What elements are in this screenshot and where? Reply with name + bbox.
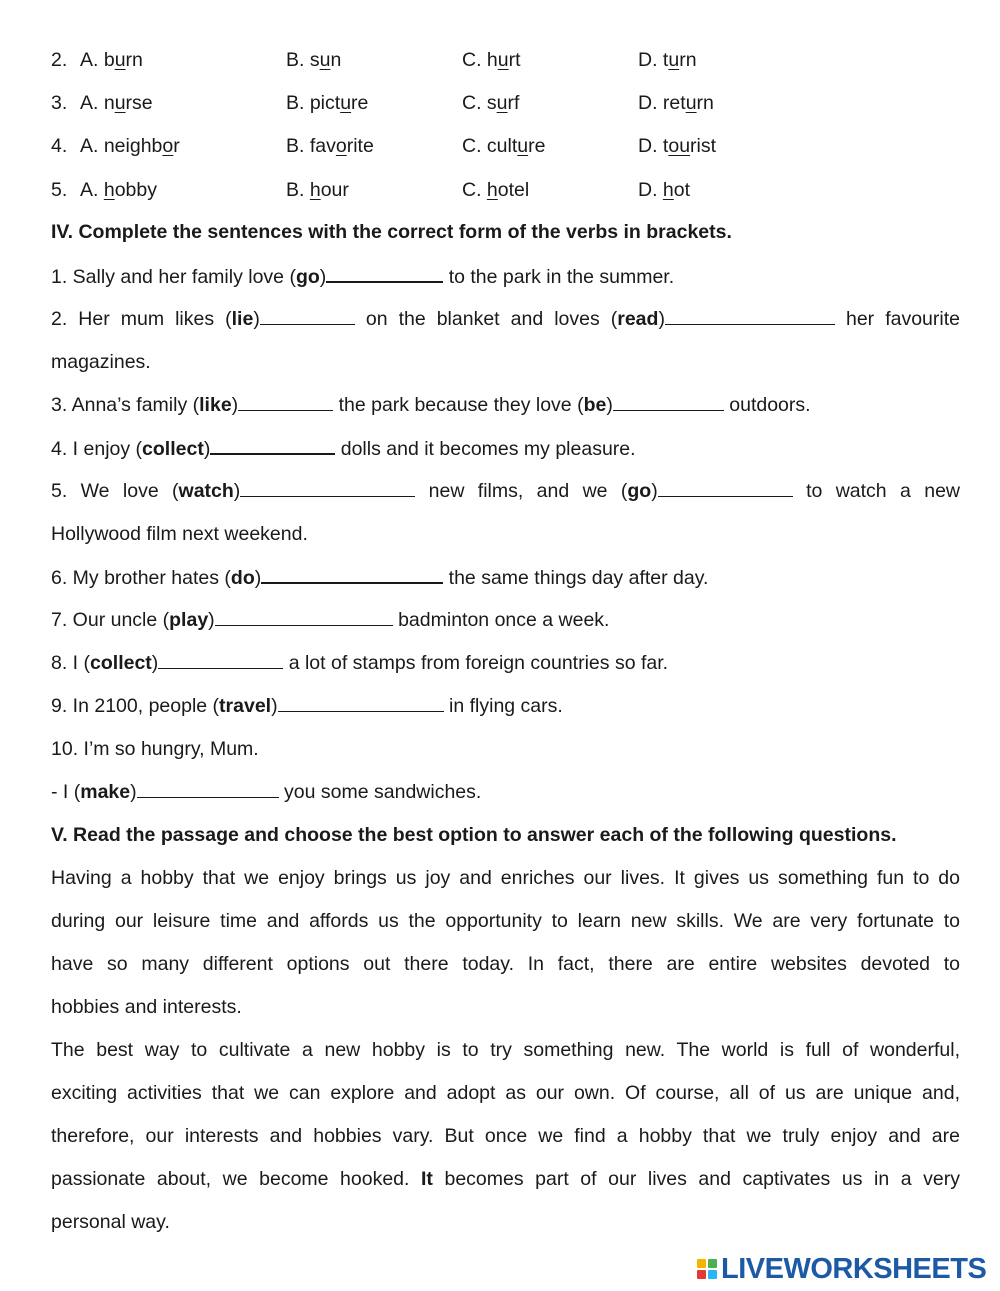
verb-play: play <box>169 609 209 631</box>
passage-p2-line-2: exciting activities that we can explore and adopt as our own. Of course, all of us are unique and, <box>51 1082 960 1104</box>
underlined-sound: u <box>685 92 697 114</box>
verb-do: do <box>230 567 255 589</box>
option-d[interactable]: D. tourist <box>638 135 717 157</box>
answer-blank-8[interactable] <box>158 648 283 669</box>
option-b[interactable]: B. favorite <box>286 135 374 157</box>
underlined-sound: u <box>114 92 126 114</box>
verb-go: go <box>295 266 320 288</box>
question-number: 5. <box>51 179 68 201</box>
option-d[interactable]: D. hot <box>638 179 691 201</box>
verb-like: like <box>199 394 232 416</box>
underlined-sound: o <box>162 135 174 157</box>
underlined-sound: u <box>668 49 680 71</box>
verb-lie: lie <box>231 308 254 330</box>
question-number: 2. <box>51 49 68 71</box>
underlined-sound: u <box>340 92 352 114</box>
underlined-sound: u <box>319 49 331 71</box>
section-5-heading: V. Read the passage and choose the best option to answer each of the following questions. <box>51 824 897 846</box>
sentence-1: 1. Sally and her family love (go) to the park in the summer. <box>51 261 960 291</box>
passage-p1-line-3: have so many different options out there today. In fact, there are entire websites devoted to <box>51 953 960 975</box>
sentence-10-question: 10. I’m so hungry, Mum. <box>51 738 259 760</box>
underlined-sound: h <box>103 179 115 201</box>
answer-blank-5a[interactable] <box>240 476 415 497</box>
verb-collect: collect <box>142 438 204 460</box>
sentence-4: 4. I enjoy (collect) dolls and it becomes my pleasure. <box>51 433 960 463</box>
underlined-sound: u <box>496 92 508 114</box>
option-d[interactable]: D. turn <box>638 49 697 71</box>
option-c[interactable]: C. hotel <box>462 179 530 201</box>
underlined-sound: u <box>517 135 529 157</box>
sentence-2: 2. Her mum likes (lie) on the blanket and loves (read) her favourite <box>51 304 960 334</box>
question-number: 3. <box>51 92 68 114</box>
phonetic-question-3 <box>51 88 960 118</box>
verb-be: be <box>583 394 607 416</box>
option-d[interactable]: D. return <box>638 92 714 114</box>
verb-travel: travel <box>219 695 272 717</box>
sentence-5: 5. We love (watch) new films, and we (go) to watch a new <box>51 476 960 506</box>
underlined-sound: h <box>662 179 674 201</box>
sentence-8: 8. I (collect) a lot of stamps from foreign countries so far. <box>51 648 960 678</box>
verb-make: make <box>80 781 131 803</box>
answer-blank-10[interactable] <box>137 777 279 798</box>
passage-p2-line-1: The best way to cultivate a new hobby is to try something new. The world is full of wonderful, <box>51 1039 960 1061</box>
answer-blank-1[interactable] <box>326 261 443 283</box>
liveworksheets-logo[interactable] <box>697 1252 986 1286</box>
passage-p2-line-5: personal way. <box>51 1211 170 1233</box>
answer-blank-5b[interactable] <box>658 476 793 497</box>
underlined-sound: u <box>114 49 126 71</box>
logo-text: LIVEWORKSHEETS <box>721 1252 987 1285</box>
verb-go-2: go <box>627 480 652 502</box>
option-c[interactable]: C. culture <box>462 135 546 157</box>
sentence-9: 9. In 2100, people (travel) in flying cars. <box>51 691 960 721</box>
logo-cubes-icon <box>697 1259 717 1279</box>
sentence-5-continued: Hollywood film next weekend. <box>51 523 308 545</box>
answer-blank-9[interactable] <box>278 691 444 712</box>
verb-read: read <box>617 308 659 330</box>
sentence-6: 6. My brother hates (do) the same things day after day. <box>51 562 960 592</box>
answer-blank-6[interactable] <box>261 562 443 584</box>
option-b[interactable]: B. hour <box>286 179 349 201</box>
verb-watch: watch <box>178 480 234 502</box>
sentence-3: 3. Anna’s family (like) the park because they love (be) outdoors. <box>51 390 960 420</box>
question-number: 4. <box>51 135 68 157</box>
passage-p1-line-4: hobbies and interests. <box>51 996 242 1018</box>
underlined-sound: o <box>335 135 347 157</box>
underlined-sound: u <box>497 49 509 71</box>
answer-blank-2a[interactable] <box>260 304 355 325</box>
option-a[interactable]: A. hobby <box>80 179 157 201</box>
sentence-2-continued: magazines. <box>51 351 151 373</box>
underlined-sound: h <box>309 179 321 201</box>
passage-p2-line-3: therefore, our interests and hobbies vary. But once we find a hobby that we truly enjoy and are <box>51 1125 960 1147</box>
passage-p2-line-4: passionate about, we become hooked. It becomes part of our lives and captivates us in a very <box>51 1168 960 1190</box>
phonetic-question-2 <box>51 45 960 75</box>
option-b[interactable]: B. sun <box>286 49 342 71</box>
answer-blank-7[interactable] <box>215 605 393 626</box>
option-b[interactable]: B. picture <box>286 92 369 114</box>
underlined-sound: ou <box>668 135 691 157</box>
passage-p1-line-2: during our leisure time and affords us the opportunity to learn new skills. We are very fortunate to <box>51 910 960 932</box>
option-c[interactable]: C. hurt <box>462 49 521 71</box>
passage-p1-line-1: Having a hobby that we enjoy brings us joy and enriches our lives. It gives us something fun to do <box>51 867 960 889</box>
sentence-10-answer: - I (make) you some sandwiches. <box>51 777 960 807</box>
phonetic-question-4 <box>51 131 960 161</box>
answer-blank-3a[interactable] <box>238 390 333 411</box>
sentence-7: 7. Our uncle (play) badminton once a week. <box>51 605 960 635</box>
option-c[interactable]: C. surf <box>462 92 520 114</box>
option-a[interactable]: A. burn <box>80 49 143 71</box>
section-4-heading: IV. Complete the sentences with the correct form of the verbs in brackets. <box>51 221 732 243</box>
bold-it: It <box>421 1168 433 1190</box>
phonetic-question-5 <box>51 175 960 205</box>
option-a[interactable]: A. neighbor <box>80 135 180 157</box>
verb-collect-2: collect <box>90 652 152 674</box>
answer-blank-4[interactable] <box>210 433 335 455</box>
answer-blank-3b[interactable] <box>613 390 724 411</box>
answer-blank-2b[interactable] <box>665 304 835 325</box>
underlined-sound: h <box>486 179 498 201</box>
option-a[interactable]: A. nurse <box>80 92 153 114</box>
